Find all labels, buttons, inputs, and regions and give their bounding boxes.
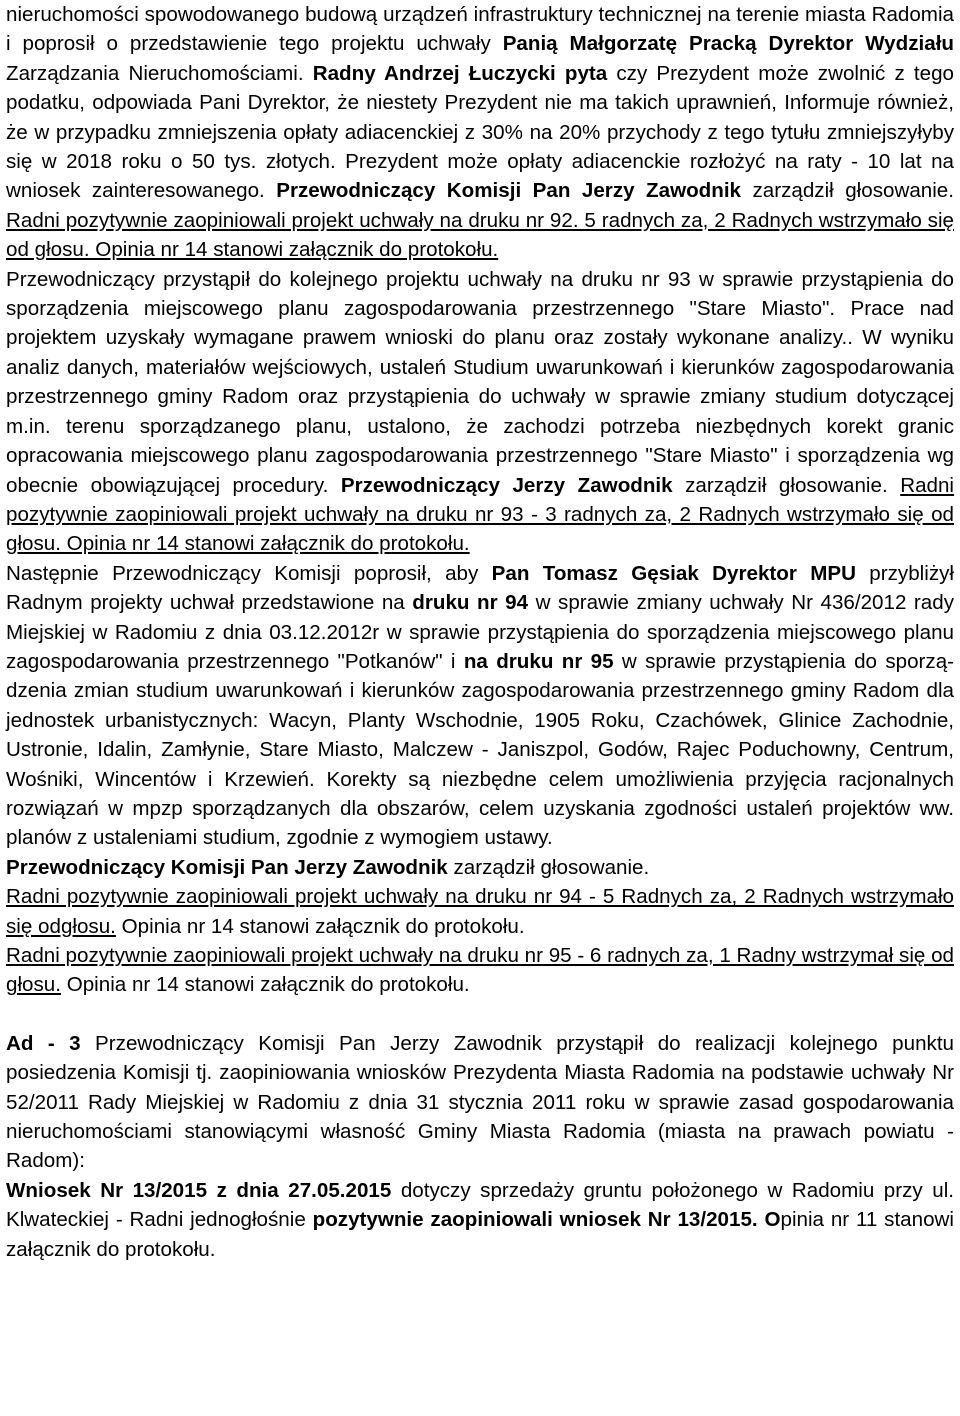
text-segment: dotyczy sprzedaży gruntu położonego w Radomiu przy ul. Klwateckiej - Radni jednogłośnie [6, 1178, 954, 1232]
text-segment: zarządził głosowanie. [672, 473, 901, 497]
paragraph-p1 [6, 0, 954, 265]
text-segment: Opinia nr 14 stanowi załącznik do protokołu. [60, 973, 470, 997]
paragraph-p4 [6, 853, 954, 882]
bold-text-segment: Pan Tomasz Gęsiak Dyrektor MPU [491, 561, 856, 585]
bold-text-segment: Wniosek Nr 13/2015 z dnia 27.05.2015 [6, 1178, 392, 1202]
text-segment: nieruchomości spowodowanego budową urządzeń infrastruktury technicznej na terenie miasta Radomia i poprosił o przedstawienie tego projektu uchwały [6, 3, 954, 56]
bold-text-segment: Przewodniczący Komisji Pan Jerzy Zawodnik [6, 855, 448, 879]
bold-text-segment: Ad - 3 [6, 1031, 81, 1055]
text-segment: zarządził głosowanie. [447, 855, 650, 879]
underlined-text-segment: Radni pozytywnie zaopiniowali projekt uchwały na druku nr 92. 5 radnych za, 2 Radnych wstrzymało się od głosu. Opinia nr 14 stanowi załącznik do protokołu. [6, 208, 954, 262]
bold-text-segment: pozytywnie zaopiniowali wniosek Nr 13/2015. [312, 1208, 758, 1232]
text-segment: w sprawie zmiany uchwały Nr 436/2012 rady Miejskiej w Radomiu z dnia 03.12.2012r w sprawie przystąpienia do sporządzenia miejscowego planu zagospodarowania przestrzennego "Potkanów" i [6, 591, 954, 673]
text-segment: w sprawie przystąpienia do sporzą-dzenia zmian studium uwarunkowań i kierunków zagospodarowania przestrzennego gminy Radom dla jednostek urbanistycznych: Wacyn, Planty Wschodnie, 1905 Roku, Czachówek, Glinice Zachodnie, Ustronie, Idalin, Zamłynie, Stare Miasto, Malczew - Janiszpol, Godów, Rajec Poduchowny, Centrum, Wośniki, Wincentów i Krzewień. Korekty są niezbędne celem umożliwienia przyjęcia racjonalnych rozwiązań w mpzp sporządzanych dla obszarów, celem uzyskania zgodności ustaleń projektów ww. planów z ustaleniami studium, zgodnie z wymogiem ustawy. [6, 649, 955, 850]
text-segment: Przewodniczący przystąpił do kolejnego projektu uchwały na druku nr 93 w sprawie przystąpienia do sporządzenia miejscowego planu zagospodarowania przestrzennego "Stare Miasto". Prace nad projektem uzyskały wymagane prawem wnioski do planu oraz zostały wykonane analizy.. W wyniku analiz danych, materiałów wejściowych, ustaleń Studium uwarunkowań i kierunków zagospodarowania przestrzennego gminy Radom oraz przystąpienia do uchwały w sprawie zmiany studium dotyczącej m.in. terenu sporządzanego planu, ustalono, że zachodzi potrzeba niezbędnych korekt granic opracowania miejscowego planu zagospodarowania przestrzennego "Stare Miasto" i sporządzenia wg obecnie obowiązującej procedury. [6, 267, 954, 497]
text-segment: przybliżył Radnym projekty uchwał przedstawione na [6, 561, 954, 615]
underlined-text-segment: Radni pozytywnie zaopiniowali projekt uchwały na druku nr 95 - 6 radnych za, 1 Radny wstrzymał się od głosu. [6, 944, 954, 997]
text-segment: Opinia nr 14 stanowi załącznik do protokołu. [115, 914, 525, 938]
paragraph-p6 [6, 941, 954, 1000]
underlined-text-segment: Radni pozytywnie zaopiniowali projekt uchwały na druku nr 93 - 3 radnych za, 2 Radnych wstrzymało się od głosu. Opinia nr 14 stanowi załącznik do protokołu. [6, 473, 955, 556]
bold-text-segment: druku nr 94 [412, 591, 529, 615]
text-segment: pinia nr 11 stanowi załącznik do protokołu. [6, 1208, 954, 1261]
paragraph-p2 [6, 265, 954, 559]
paragraph-p8 [6, 1176, 954, 1264]
bold-text-segment: Przewodniczący Jerzy Zawodnik [340, 473, 673, 497]
paragraph-p5 [6, 882, 954, 941]
underlined-text-segment: Radni pozytywnie zaopiniowali projekt uchwały na druku nr 94 - 5 Radnych za, 2 Radnych wstrzymało się odgłosu. [6, 885, 954, 938]
paragraph-p7 [6, 1029, 954, 1176]
bold-text-segment: Panią Małgorzatę Pracką Dyrektor Wydziału [502, 32, 954, 56]
text-segment: Zarządzania Nieruchomościami. [6, 61, 313, 85]
paragraph-p3 [6, 559, 954, 853]
bold-text-segment: Radny Andrzej Łuczycki pyta [312, 61, 608, 85]
bold-text-segment: Przewodniczący Komisji Pan Jerzy Zawodnik [276, 179, 742, 203]
text-segment: Następnie Przewodniczący Komisji poprosił, aby [6, 561, 492, 585]
text-segment: zarządził głosowanie. [741, 179, 954, 203]
text-segment: Przewodniczący Komisji Pan Jerzy Zawodnik przystąpił do realizacji kolejnego punktu posiedzenia Komisji tj. zaopiniowania wniosków Prezydenta Miasta Radomia na podstawie uchwały Nr 52/2011 Rady Miejskiej w Radomiu z dnia 31 stycznia 2011 roku w sprawie zasad gospodarowania nieruchomościami stanowiącymi własność Gminy Miasta Radomia (miasta na prawach powiatu - Radom): [6, 1031, 954, 1173]
bold-text-segment: O [764, 1208, 781, 1232]
text-segment: czy Prezydent może zwolnić z tego podatku, odpowiada Pani Dyrektor, że niestety Prezydent nie ma takich uprawnień, Informuje również, że w przypadku zmniejszenia opłaty adiacenckiej z 30% na 20% przychody z tego tytułu zmniejszyłyby się w 2018 roku o 50 tys. złotych. Prezydent może opłaty adiacenckie rozłożyć na raty - 10 lat na wniosek zainteresowanego. [6, 61, 954, 203]
bold-text-segment: na druku nr 95 [463, 649, 614, 673]
